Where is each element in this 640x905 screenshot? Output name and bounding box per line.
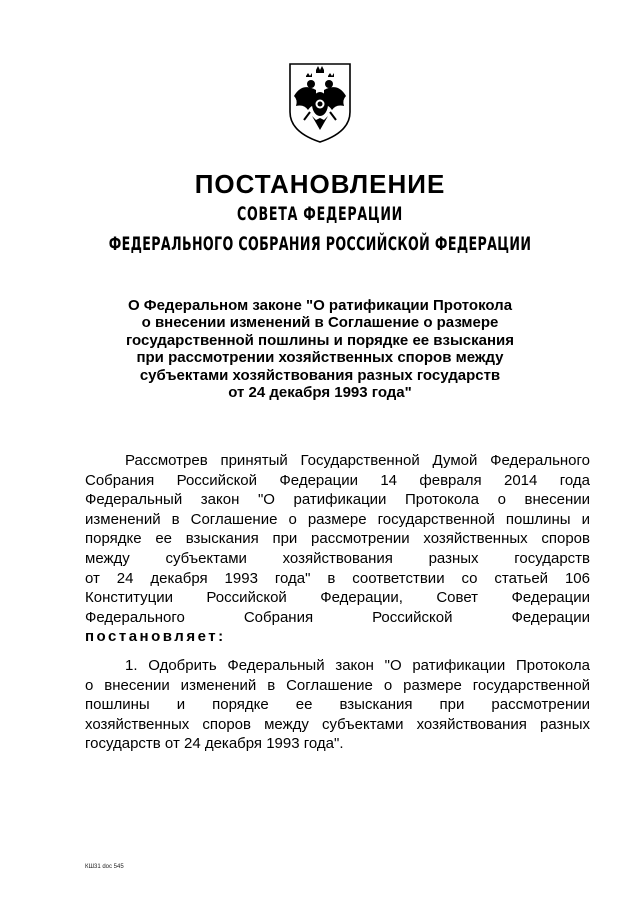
paragraph-line: Собрания Российской Федерации 14 февраля 2014 года: [85, 471, 590, 489]
paragraph-line: пошлины и порядке ее взыскания при рассмотрении: [85, 696, 590, 714]
heading-line: субъектами хозяйствования разных государств: [139, 366, 501, 384]
heading-line: О Федеральном законе "О ратификации Протокола: [127, 297, 513, 314]
document-heading: [110, 297, 530, 401]
heading-line: государственной пошлины и порядке ее взыскания: [125, 331, 515, 349]
paragraph-line: 1. Одобрить Федеральный закон "О ратификации Протокола: [125, 657, 590, 674]
issuing-body-line-1: СОВЕТА ФЕДЕРАЦИИ: [236, 203, 404, 225]
document-code: КШ31 doc 545: [85, 864, 124, 870]
issuing-body-line-2: ФЕДЕРАЛЬНОГО СОБРАНИЯ РОССИЙСКОЙ ФЕДЕРАЦИИ: [108, 233, 532, 255]
preamble-paragraph: [85, 451, 590, 647]
decree-word: постановляет:: [85, 628, 226, 646]
document-title: ПОСТАНОВЛЕНИЕ: [194, 169, 446, 199]
paragraph-line: Федерального Собрания Российской Федерации: [85, 608, 590, 626]
paragraph-line: между субъектами хозяйствования разных государств: [85, 549, 590, 567]
paragraph-line: о внесении изменений в Соглашение о размере государственной: [85, 676, 590, 694]
paragraph-line: Конституции Российской Федерации, Совет Федерации: [85, 589, 590, 607]
paragraph-line: хозяйственных споров между субъектами хозяйствования разных: [85, 715, 590, 733]
heading-line: о внесении изменений в Соглашение о размере: [141, 314, 499, 332]
paragraph-line: Федеральный закон "О ратификации Протокола о внесении: [85, 491, 590, 509]
heading-line: при рассмотрении хозяйственных споров между: [136, 349, 504, 367]
paragraph-line: государств от 24 декабря 1993 года".: [85, 735, 344, 753]
paragraph-line: порядке ее взыскания при рассмотрении хозяйственных споров: [85, 530, 590, 548]
heading-line: от 24 декабря 1993 года": [228, 384, 412, 402]
resolution-item-1: [85, 656, 590, 754]
paragraph-line: Рассмотрев принятый Государственной Думой Федерального: [125, 452, 590, 469]
paragraph-line: изменений в Соглашение о размере государственной пошлины и: [85, 510, 590, 528]
russian-coat-of-arms-icon: [286, 60, 354, 144]
paragraph-line: от 24 декабря 1993 года" в соответствии со статьей 106: [85, 569, 590, 587]
